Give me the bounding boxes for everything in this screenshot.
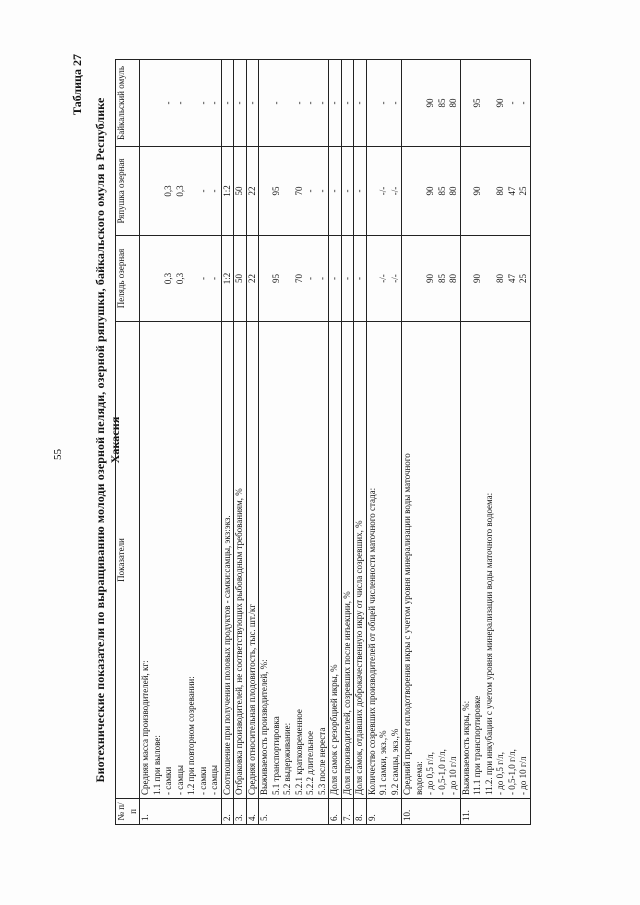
pelyad-value	[460, 236, 530, 322]
row-number	[140, 799, 222, 825]
row-number-line: 2.	[221, 814, 232, 821]
ryapushka-value	[402, 147, 461, 236]
indicator-cell-line: - самки	[197, 766, 208, 795]
indicator-cell-line: Доля производителей, созревших после инъекции, %	[341, 591, 352, 795]
omul-value-line: 80	[448, 98, 458, 108]
indicator-cell	[329, 322, 342, 799]
indicator-cell-line: - до 0,5 г/л,	[495, 751, 505, 795]
omul-value	[140, 60, 222, 147]
indicator-cell-line: 9.2 самцы, экз.,%	[389, 728, 400, 795]
ryapushka-value-line: 70	[293, 186, 304, 196]
ryapushka-value-line: 0,3	[174, 185, 185, 197]
pelyad-value-line	[140, 239, 152, 318]
pelyad-value-line: 47	[506, 274, 517, 283]
ryapushka-value-line: 80	[495, 186, 505, 196]
indicator-cell	[140, 322, 222, 799]
omul-value-line	[461, 63, 473, 143]
table-row	[366, 60, 402, 825]
omul-value-line: -	[293, 101, 304, 105]
table-body	[140, 60, 531, 825]
omul-value-line: -	[305, 101, 315, 105]
table-row	[259, 60, 329, 825]
pelyad-value-line	[367, 239, 379, 318]
row-number	[366, 799, 402, 825]
indicator-cell-line: 11.2. при инкубации с учетом уровня минерализации воды маточного водоема:	[483, 492, 494, 795]
pelyad-value-line: 80	[495, 274, 505, 283]
pelyad-value-line: -	[329, 277, 339, 280]
pelyad-value-line: 90	[425, 274, 435, 283]
pelyad-value-line: 70	[293, 274, 304, 283]
indicator-cell-line: водоема:	[413, 761, 424, 795]
ryapushka-value-line	[484, 150, 496, 232]
indicator-cell	[246, 322, 259, 799]
omul-value-line: -	[221, 101, 232, 105]
pelyad-value-line: -	[305, 277, 315, 280]
ryapushka-value-line: 47	[506, 186, 517, 196]
omul-value	[354, 60, 367, 147]
ryapushka-value	[460, 147, 530, 236]
ryapushka-value-line: -/-	[378, 186, 388, 196]
omul-value	[234, 60, 247, 147]
row-number-line: 1.	[140, 814, 150, 821]
pelyad-value	[221, 236, 234, 322]
pelyad-value-line	[484, 239, 496, 318]
ryapushka-value-line: 0,3	[163, 185, 173, 197]
omul-value-line	[186, 63, 198, 143]
omul-value-line: -	[329, 101, 339, 105]
row-number	[259, 799, 329, 825]
row-number-line: 9.	[366, 814, 377, 821]
header-row	[116, 60, 140, 825]
pelyad-value-line: 0,3	[174, 272, 185, 285]
omul-value-line: -	[506, 101, 517, 105]
header-omul: Байкальский омуль	[116, 60, 140, 147]
data-table	[115, 59, 531, 825]
table-title: Биотехнические показатели по выращиванию молоди озерной пеляди, озерной ряпушки, байкальского омуля в Республике Хакасия	[93, 97, 122, 783]
table-row	[402, 60, 461, 825]
omul-value	[329, 60, 342, 147]
ryapushka-value-line: -/-	[389, 186, 400, 196]
indicator-cell	[341, 322, 354, 799]
pelyad-value	[246, 236, 259, 322]
omul-value-line: -	[163, 101, 173, 105]
indicator-cell-line: Соотношение при получении половых продуктов - самки:самцы, экз:экз.	[221, 515, 232, 795]
pelyad-value-line: 25	[518, 274, 528, 283]
ryapushka-value-line	[152, 150, 164, 232]
pelyad-value	[402, 236, 461, 322]
omul-value-line	[367, 63, 379, 143]
indicator-cell	[259, 322, 329, 799]
pelyad-value-line: 22	[246, 274, 257, 283]
pelyad-value	[234, 236, 247, 322]
omul-value	[366, 60, 402, 147]
indicator-cell-line: 5.2.1 кратковременное	[293, 709, 304, 795]
pelyad-value-line: -	[354, 277, 364, 280]
ryapushka-value-line: -	[341, 189, 352, 193]
pelyad-value-line: -	[316, 277, 327, 280]
omul-value-line: -	[197, 101, 208, 105]
pelyad-value-line: 0,3	[163, 272, 173, 285]
ryapushka-value-line	[414, 150, 426, 232]
omul-value-line: -	[354, 101, 364, 105]
omul-value-line: 85	[436, 98, 447, 108]
pelyad-value-line	[282, 239, 294, 318]
pelyad-value-line: -	[341, 277, 352, 280]
omul-value	[341, 60, 354, 147]
table-row	[140, 60, 222, 825]
table-row	[234, 60, 247, 825]
row-number-line: 6.	[329, 814, 339, 821]
ryapushka-value-line	[186, 150, 198, 232]
row-number-line: 10.	[402, 809, 412, 821]
ryapushka-value-line	[461, 150, 473, 232]
header-num: № п/п	[116, 799, 140, 825]
pelyad-value	[259, 236, 329, 322]
indicator-cell-line: Доля самок, отдавших доброкачественную икру от числа созревших, %	[354, 520, 364, 795]
ryapushka-value-line	[367, 150, 379, 232]
indicator-cell-line: - до 10 г/л	[518, 756, 528, 795]
ryapushka-value-line	[402, 150, 414, 232]
omul-value-line	[484, 63, 496, 143]
table-row	[341, 60, 354, 825]
indicator-cell-line: Средняя относительная плодовитость, тыс. шт./кг	[246, 604, 257, 795]
omul-value-line: -	[209, 101, 219, 105]
omul-value-line: -	[174, 101, 185, 105]
ryapushka-value-line: -	[197, 189, 208, 193]
ryapushka-value-line: 1:2	[221, 185, 232, 197]
ryapushka-value-line: -	[305, 189, 315, 193]
omul-value-line	[140, 63, 152, 143]
pelyad-value-line: -	[209, 277, 219, 280]
indicator-cell	[354, 322, 367, 799]
ryapushka-value-line	[282, 150, 294, 232]
ryapushka-value	[221, 147, 234, 236]
ryapushka-value-line: 95	[270, 186, 281, 196]
omul-value-line: 90	[425, 98, 435, 108]
pelyad-value-line: 85	[436, 274, 447, 283]
omul-value-line: 90	[495, 98, 505, 108]
pelyad-value-line: 95	[270, 274, 281, 283]
omul-value-line: 95	[472, 98, 482, 108]
omul-value	[402, 60, 461, 147]
row-number-line: 4.	[246, 814, 257, 821]
omul-value-line	[259, 63, 271, 143]
ryapushka-value-line	[140, 150, 152, 232]
table-row	[329, 60, 342, 825]
indicator-cell-line: - до 0,5 г/л,	[425, 751, 435, 795]
ryapushka-value-line: -	[329, 189, 339, 193]
indicator-cell-line: 5.2 выдерживание:	[282, 722, 292, 795]
ryapushka-value-line: -	[316, 189, 327, 193]
pelyad-value-line	[414, 239, 426, 318]
ryapushka-value	[366, 147, 402, 236]
omul-value-line: -	[270, 101, 281, 105]
row-number	[402, 799, 461, 825]
pelyad-value-line	[259, 239, 271, 318]
pelyad-value-line: 90	[472, 274, 482, 283]
indicator-cell-line: - 0,5-1,0 г/л,	[506, 749, 517, 795]
pelyad-value-line	[461, 239, 473, 318]
page-number: 55	[52, 449, 64, 460]
omul-value-line: -	[234, 101, 244, 105]
pelyad-value	[329, 236, 342, 322]
indicator-cell-line: Выживаемость производителей, %:	[259, 659, 269, 795]
row-number	[329, 799, 342, 825]
row-number-line: 7.	[341, 814, 352, 821]
ryapushka-value-line	[259, 150, 271, 232]
pelyad-value-line: 80	[448, 274, 458, 283]
indicator-cell	[234, 322, 247, 799]
ryapushka-value-line: 22	[246, 186, 257, 196]
pelyad-value	[140, 236, 222, 322]
pelyad-value	[341, 236, 354, 322]
ryapushka-value	[329, 147, 342, 236]
table-row	[221, 60, 234, 825]
omul-value-line: -	[389, 101, 400, 105]
pelyad-value-line: 1:2	[221, 272, 232, 285]
indicator-cell-line: 5.3 после нереста	[316, 727, 327, 795]
pelyad-value-line: -	[197, 277, 208, 280]
ryapushka-value-line: 90	[472, 186, 482, 196]
row-number-line: 11.	[460, 810, 471, 821]
omul-value-line	[402, 63, 414, 143]
omul-value	[246, 60, 259, 147]
omul-value-line: -	[246, 101, 257, 105]
pelyad-value	[354, 236, 367, 322]
indicator-cell-line: - до 10 г/л	[448, 756, 458, 795]
row-number-line: 8.	[354, 814, 364, 821]
ryapushka-value-line: 50	[234, 186, 244, 196]
ryapushka-value	[140, 147, 222, 236]
ryapushka-value-line: 25	[518, 186, 528, 196]
pelyad-value-line	[402, 239, 414, 318]
row-number	[341, 799, 354, 825]
pelyad-value-line	[152, 239, 164, 318]
ryapushka-value	[259, 147, 329, 236]
indicator-cell-line: 1.2 при повторном созревании:	[186, 676, 196, 795]
omul-value-line: -	[341, 101, 352, 105]
table-row	[354, 60, 367, 825]
indicator-cell-line: - самки	[163, 766, 173, 795]
ryapushka-value-line: 90	[425, 186, 435, 196]
indicator-cell-line: 5.1 транспортировка	[270, 716, 281, 795]
indicator-cell-line: 9.1 самки, экз.,%	[378, 730, 388, 795]
header-indicator: Показатели	[116, 322, 140, 799]
indicator-cell-line: - самцы	[209, 765, 219, 795]
ryapushka-value-line: 80	[448, 186, 458, 196]
table-row	[460, 60, 530, 825]
row-number-line: 3.	[234, 814, 244, 821]
ryapushka-value-line: 85	[436, 186, 447, 196]
ryapushka-value-line: -	[209, 189, 219, 193]
indicator-cell	[402, 322, 461, 799]
indicator-cell-line: - 0,5-1,0 г/л,	[436, 749, 447, 795]
pelyad-value-line: -/-	[378, 274, 388, 283]
indicator-cell-line: Количество созревших производителей от общей численности маточного стада:	[366, 487, 377, 795]
indicator-cell-line: Выживаемость икры, %:	[460, 700, 471, 795]
indicator-cell-line: 5.2.2 длительное	[305, 730, 315, 795]
indicator-cell	[221, 322, 234, 799]
row-number	[221, 799, 234, 825]
row-number	[234, 799, 247, 825]
indicator-cell-line: Доля самок с резорбцией икры, %	[329, 664, 339, 795]
omul-value-line	[414, 63, 426, 143]
pelyad-value-line: 50	[234, 274, 244, 283]
omul-value-line: -	[316, 101, 327, 105]
omul-value-line: -	[378, 101, 388, 105]
header-pelyad: Пелядь озерная	[116, 236, 140, 322]
row-number	[354, 799, 367, 825]
indicator-cell	[366, 322, 402, 799]
pelyad-value-line: -/-	[389, 274, 400, 283]
row-number-line: 5.	[259, 814, 269, 821]
table-row	[246, 60, 259, 825]
indicator-cell-line: 11.1 при транспортировке	[472, 695, 482, 795]
omul-value-line: -	[518, 101, 528, 105]
row-number	[460, 799, 530, 825]
omul-value	[221, 60, 234, 147]
ryapushka-value	[341, 147, 354, 236]
table-label: Таблица 27	[70, 54, 84, 115]
indicator-cell-line: Отбраковка производителей, не соответствующих рыбоводным требованиям, %	[234, 488, 244, 795]
header-ryapushka: Ряпушка озерная	[116, 147, 140, 236]
omul-value-line	[152, 63, 164, 143]
omul-value	[259, 60, 329, 147]
indicator-cell-line: - самцы	[174, 765, 185, 795]
pelyad-value-line	[186, 239, 198, 318]
ryapushka-value-line: -	[354, 189, 364, 193]
ryapushka-value	[234, 147, 247, 236]
indicator-cell	[460, 322, 530, 799]
indicator-cell-line: Средний процент оплодотворения икры с учетом уровня минерализации воды маточного	[402, 453, 412, 795]
indicator-cell-line: 1.1 при вылове:	[151, 735, 162, 795]
ryapushka-value	[246, 147, 259, 236]
omul-value	[460, 60, 530, 147]
omul-value-line	[282, 63, 294, 143]
ryapushka-value	[354, 147, 367, 236]
pelyad-value	[366, 236, 402, 322]
row-number	[246, 799, 259, 825]
indicator-cell-line: Средняя масса производителей, кг:	[140, 660, 150, 795]
